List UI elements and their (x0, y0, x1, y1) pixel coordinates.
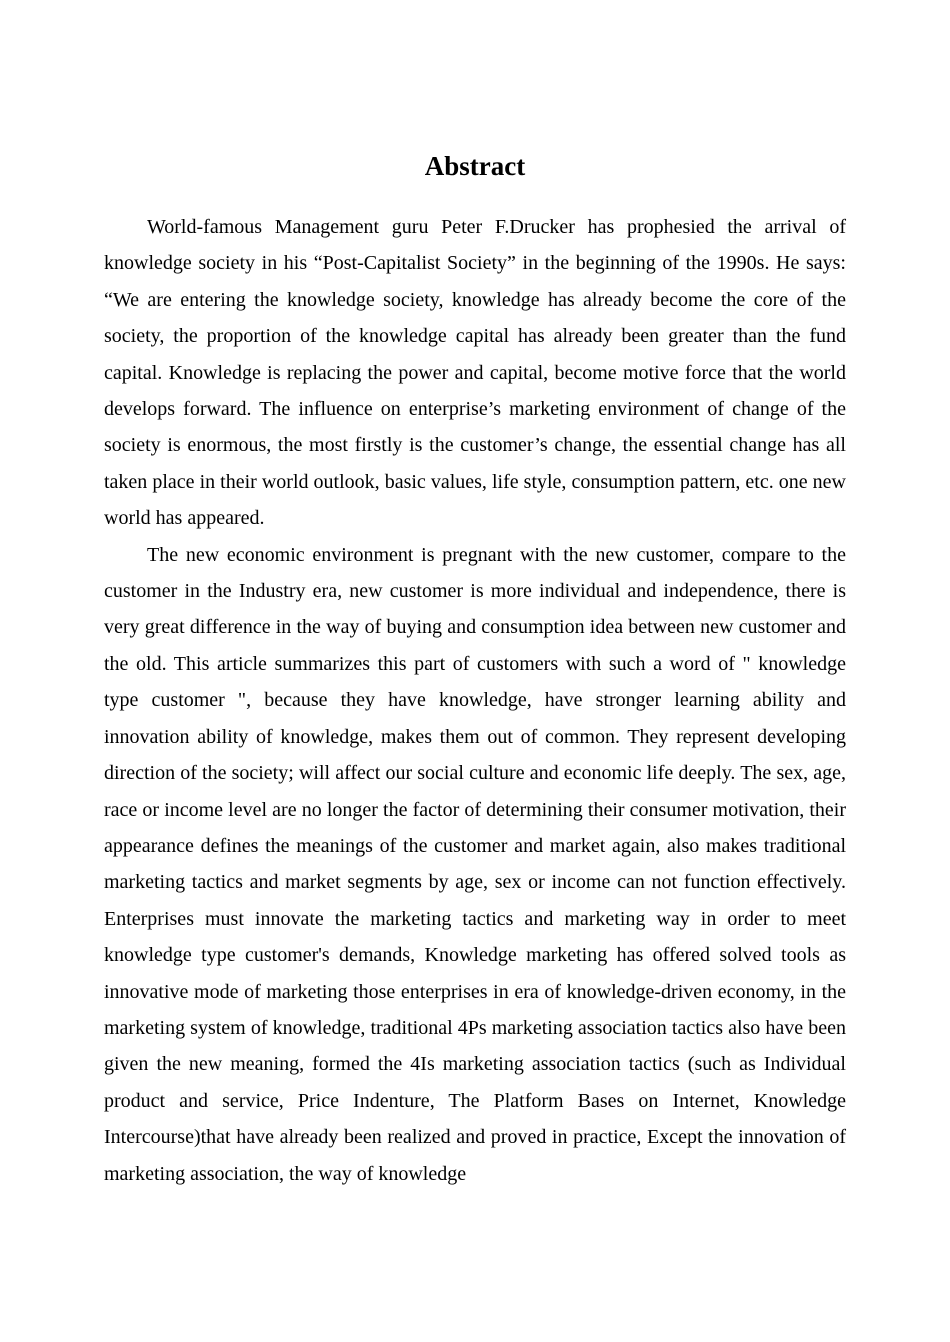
abstract-paragraph-2: The new economic environment is pregnant with the new customer, compare to the customer in the Industry era, new customer is more individual and independence, there is very great difference in the way of buying and consumption idea between new customer and the old. This article summarizes this part of customers with such a word of " knowledge type customer ", because they have knowledge, have stronger learning ability and innovation ability of knowledge, makes them out of common. They represent developing direction of the society; will affect our social culture and economic life deeply. The sex, age, race or income level are no longer the factor of determining their consumer motivation, their appearance defines the meanings of the customer and market again, also makes traditional marketing tactics and market segments by age, sex or income can not function effectively. Enterprises must innovate the marketing tactics and marketing way in order to meet knowledge type customer's demands, Knowledge marketing has offered solved tools as innovative mode of marketing those enterprises in era of knowledge-driven economy, in the marketing system of knowledge, traditional 4Ps marketing association tactics also have been given the new meaning, formed the 4Is marketing association tactics (such as Individual product and service, Price Indenture, The Platform Bases on Internet, Knowledge Intercourse)that have already been realized and proved in practice, Except the innovation of marketing association, the way of knowledge (104, 543, 846, 1185)
abstract-body (104, 209, 846, 1192)
abstract-title: Abstract (424, 151, 526, 181)
abstract-paragraph-1: World-famous Management guru Peter F.Drucker has prophesied the arrival of knowledge society in his “Post-Capitalist Society” in the beginning of the 1990s. He says: “We are entering the knowledge society, knowledge has already become the core of the society, the proportion of the knowledge capital has already been greater than the fund capital. Knowledge is replacing the power and capital, become motive force that the world develops forward. The influence on enterprise’s marketing environment of change of the society is enormous, the most firstly is the customer’s change, the essential change has all taken place in their world outlook, basic values, life style, consumption pattern, etc. one new world has appeared. (104, 216, 846, 530)
